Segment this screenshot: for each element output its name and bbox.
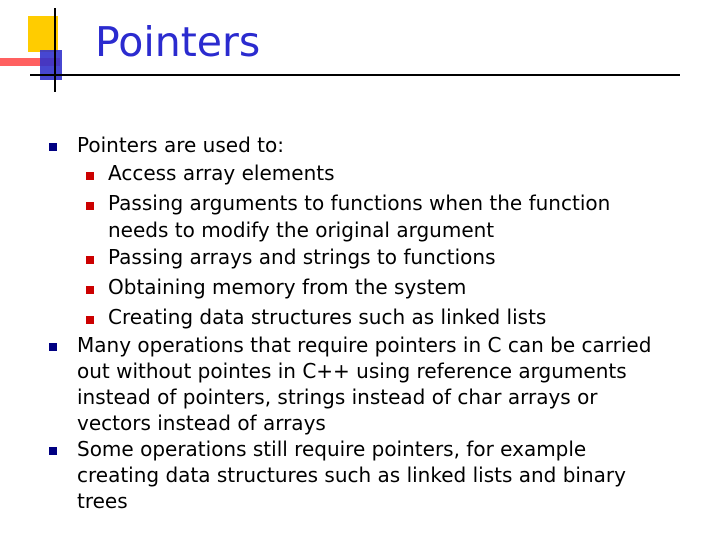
square-bullet-icon [86,256,94,264]
bullet-item-pointers-uses [0,132,687,158]
square-bullet-icon [86,202,94,210]
bullet-text-line-2: creating data structures such as linked lists and binary [77,463,626,487]
square-bullet-icon [86,172,94,180]
square-bullet-icon [49,143,57,151]
sub-bullet-text: Obtaining memory from the system [108,275,467,299]
sub-bullet-passing-arrays [0,242,688,272]
sub-bullet-text-line-2: needs to modify the original argument [108,218,495,242]
bullet-text-line-4: vectors instead of arrays [77,411,326,435]
square-bullet-icon [86,316,94,324]
bullet-item-cpp-alternatives [0,332,687,436]
slide-title: Pointers [95,18,261,66]
sub-bullet-obtaining-memory [0,272,688,302]
bullet-text: Pointers are used to: [77,133,284,157]
bullet-text-line-1: Many operations that require pointers in C can be carried [77,333,652,357]
sub-bullet-passing-arguments [0,188,688,242]
bullet-item-still-require-pointers [0,436,687,514]
sub-bullet-text: Passing arrays and strings to functions [108,245,496,269]
square-bullet-icon [49,447,57,455]
sub-bullet-creating-data-structures [0,302,688,332]
sub-bullet-text: Creating data structures such as linked lists [108,305,547,329]
square-bullet-icon [49,343,57,351]
bullet-text-line-2: out without pointes in C++ using reference arguments [77,359,627,383]
bullet-text-line-3: instead of pointers, strings instead of char arrays or [77,385,598,409]
sub-bullet-access-array [0,158,688,188]
slide-content [0,132,720,514]
square-bullet-icon [86,286,94,294]
sub-bullet-text-line-1: Passing arguments to functions when the function [108,191,611,215]
slide-logo-graphic [0,0,100,100]
sub-bullet-text: Access array elements [108,161,335,185]
title-divider [55,74,680,76]
logo-yellow-square [28,16,58,52]
bullet-text-line-3: trees [77,489,128,513]
bullet-text-line-1: Some operations still require pointers, for example [77,437,587,461]
